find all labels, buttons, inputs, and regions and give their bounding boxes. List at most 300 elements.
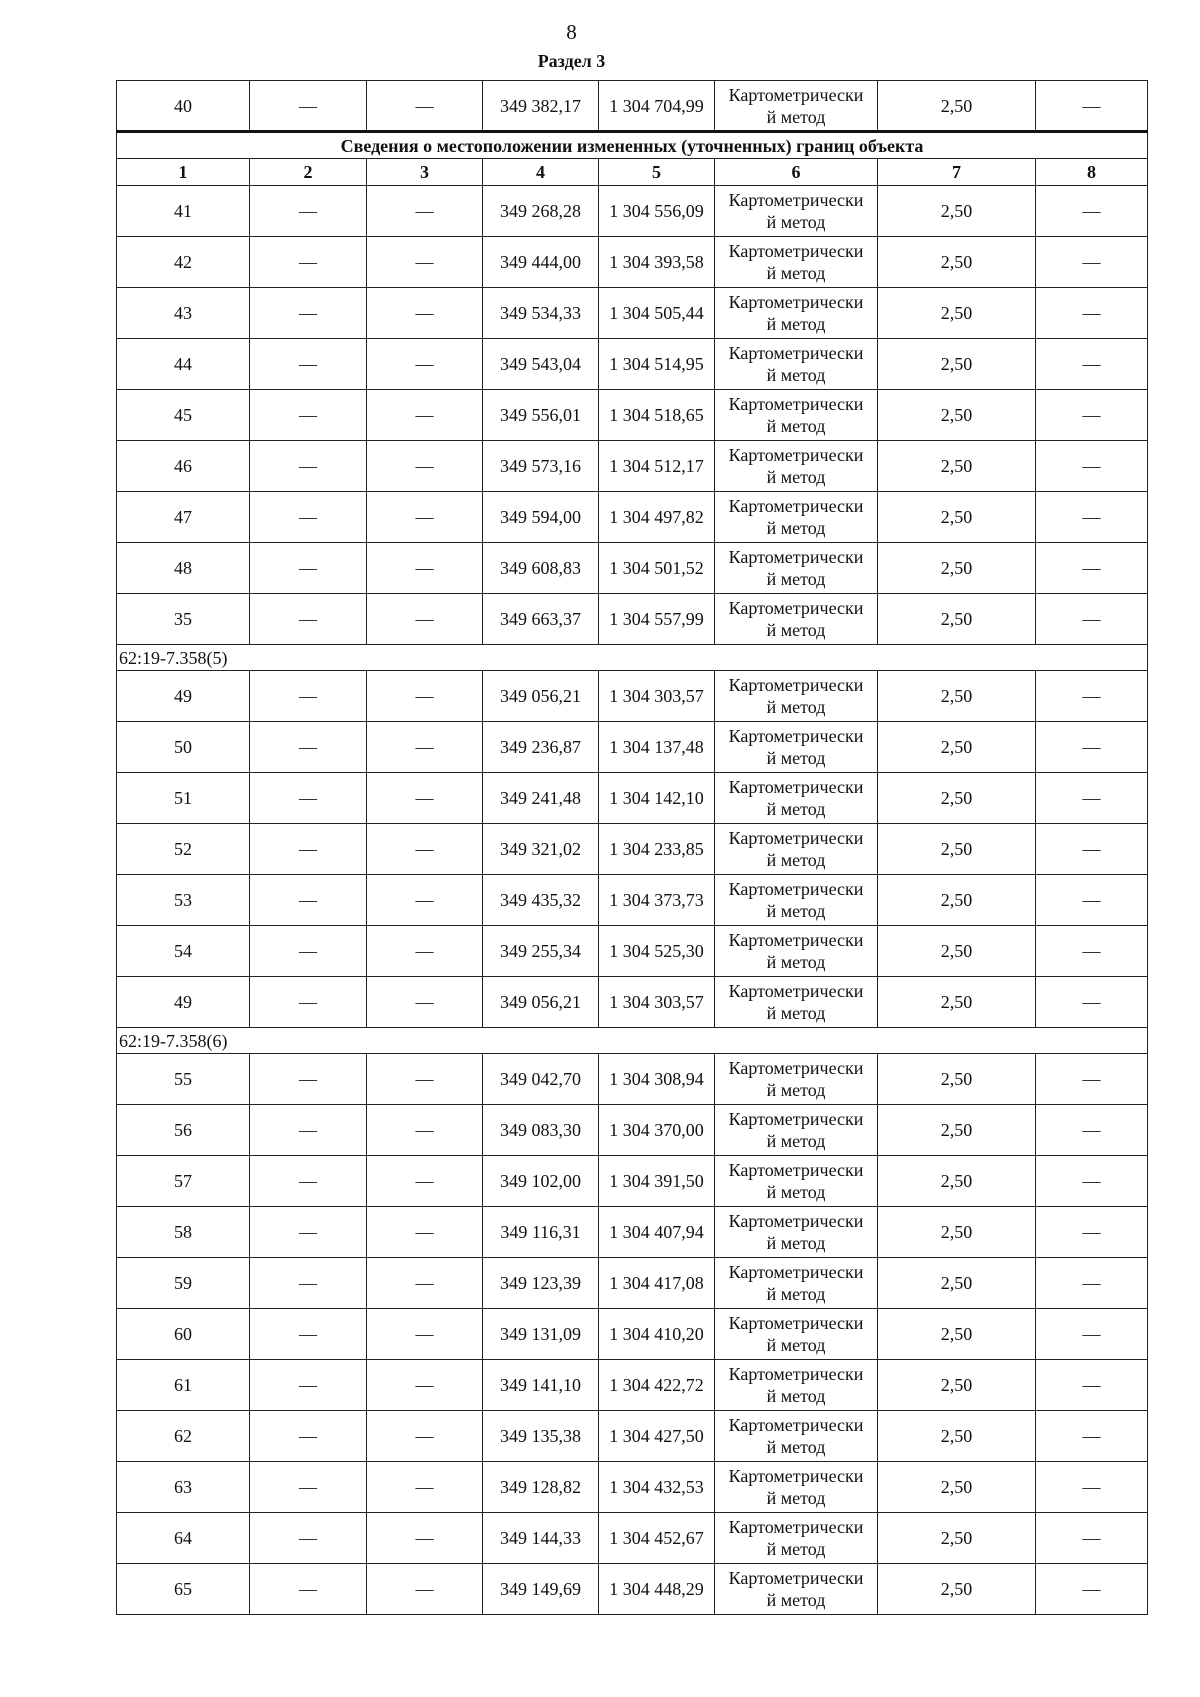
column-numbers-row [117,159,1148,186]
table-row [117,1156,1148,1207]
point-number-cell: 64 [117,1513,250,1564]
x-coordinate-cell: 349 144,33 [483,1513,599,1564]
table-row [117,441,1148,492]
dash-cell: — [367,594,483,645]
method-text-line-2: й метод [766,1488,826,1508]
accuracy-cell: 2,50 [878,1411,1036,1462]
method-text-line-2: й метод [766,212,826,232]
x-coordinate-cell: 349 534,33 [483,288,599,339]
dash-cell: — [367,1105,483,1156]
point-number-cell: 57 [117,1156,250,1207]
method-cell [715,492,878,543]
table-row [117,773,1148,824]
dash-cell: — [250,1564,367,1615]
method-text-line-2: й метод [766,106,826,127]
y-coordinate-cell: 1 304 233,85 [599,824,715,875]
method-cell [715,977,878,1028]
table-title-row [117,132,1148,159]
method-text-line-1: Картометрически [728,1211,864,1231]
point-number-cell: 46 [117,441,250,492]
x-coordinate-cell: 349 128,82 [483,1462,599,1513]
accuracy-cell: 2,50 [878,390,1036,441]
column-number-cell: 8 [1036,159,1148,186]
y-coordinate-cell: 1 304 308,94 [599,1054,715,1105]
method-text-line-1: Картометрически [728,1517,864,1537]
dash-cell: — [367,977,483,1028]
y-coordinate-cell: 1 304 556,09 [599,186,715,237]
point-number-cell: 41 [117,186,250,237]
method-cell [715,1156,878,1207]
method-text-line-2: й метод [766,620,826,640]
method-text-line-2: й метод [766,1335,826,1355]
dash-cell: — [1036,390,1148,441]
dash-cell: — [367,237,483,288]
column-number-cell: 6 [715,159,878,186]
method-cell [715,186,878,237]
dash-cell: — [367,1513,483,1564]
method-text-line-1: Картометрически [728,777,864,797]
dash-cell: — [367,186,483,237]
dash-cell: — [250,1411,367,1462]
table-row [117,1360,1148,1411]
dash-cell: — [250,339,367,390]
x-coordinate-cell: 349 268,28 [483,186,599,237]
method-text-line-2: й метод [766,314,826,334]
method-text-line-1: Картометрически [728,930,864,950]
method-text-line-2: й метод [766,263,826,283]
dash-cell: — [1036,1207,1148,1258]
x-coordinate-cell: 349 543,04 [483,339,599,390]
dash-cell: — [1036,1564,1148,1615]
point-number-cell: 51 [117,773,250,824]
x-coordinate-cell: 349 255,34 [483,926,599,977]
x-coordinate-cell: 349 131,09 [483,1309,599,1360]
page-number: 8 [566,20,577,44]
dash-cell: — [250,492,367,543]
point-number-cell: 59 [117,1258,250,1309]
y-coordinate-cell: 1 304 505,44 [599,288,715,339]
x-coordinate-cell: 349 141,10 [483,1360,599,1411]
group-label-row [117,645,1148,671]
method-text-line-1: Картометрически [728,1466,864,1486]
dash-cell: — [367,875,483,926]
dash-cell: — [250,543,367,594]
y-coordinate-cell: 1 304 410,20 [599,1309,715,1360]
dash-cell: — [1036,288,1148,339]
method-text-line-1: Картометрически [728,496,864,516]
point-number-cell: 42 [117,237,250,288]
point-number-cell: 63 [117,1462,250,1513]
point-number-cell: 58 [117,1207,250,1258]
table-row [117,1258,1148,1309]
y-coordinate-cell: 1 304 427,50 [599,1411,715,1462]
accuracy-cell: 2,50 [878,543,1036,594]
column-number-cell: 7 [878,159,1036,186]
dash-cell: — [367,1360,483,1411]
accuracy-cell: 2,50 [878,1309,1036,1360]
method-text-line-2: й метод [766,799,826,819]
table-row [117,186,1148,237]
dash-cell: — [1036,81,1148,132]
dash-cell: — [1036,237,1148,288]
table-row [117,288,1148,339]
point-number-cell: 35 [117,594,250,645]
accuracy-cell: 2,50 [878,1258,1036,1309]
y-coordinate-cell: 1 304 137,48 [599,722,715,773]
accuracy-cell: 2,50 [878,492,1036,543]
y-coordinate-cell: 1 304 407,94 [599,1207,715,1258]
dash-cell: — [250,977,367,1028]
method-text-line-1: Картометрически [728,879,864,899]
x-coordinate-cell: 349 149,69 [483,1564,599,1615]
dash-cell: — [1036,926,1148,977]
dash-cell: — [1036,722,1148,773]
accuracy-cell: 2,50 [878,237,1036,288]
accuracy-cell: 2,50 [878,671,1036,722]
dash-cell: — [250,1360,367,1411]
dash-cell: — [367,1207,483,1258]
method-text-line-2: й метод [766,467,826,487]
accuracy-cell: 2,50 [878,1156,1036,1207]
column-number-cell: 3 [367,159,483,186]
y-coordinate-cell: 1 304 512,17 [599,441,715,492]
dash-cell: — [367,1411,483,1462]
accuracy-cell: 2,50 [878,288,1036,339]
method-text-line-1: Картометрически [728,828,864,848]
dash-cell: — [1036,1360,1148,1411]
method-cell [715,1207,878,1258]
table-row [117,1054,1148,1105]
group-label-row [117,1028,1148,1054]
method-cell [715,1513,878,1564]
method-cell [715,875,878,926]
point-number-cell: 44 [117,339,250,390]
method-text-line-2: й метод [766,1182,826,1202]
method-text-line-2: й метод [766,901,826,921]
accuracy-cell: 2,50 [878,875,1036,926]
accuracy-cell: 2,50 [878,339,1036,390]
x-coordinate-cell: 349 594,00 [483,492,599,543]
dash-cell: — [1036,1258,1148,1309]
dash-cell: — [250,824,367,875]
point-number-cell: 52 [117,824,250,875]
x-coordinate-cell: 349 556,01 [483,390,599,441]
y-coordinate-cell: 1 304 432,53 [599,1462,715,1513]
method-text-line-2: й метод [766,1003,826,1023]
dash-cell: — [1036,1156,1148,1207]
dash-cell: — [367,1309,483,1360]
accuracy-cell: 2,50 [878,81,1036,132]
y-coordinate-cell: 1 304 501,52 [599,543,715,594]
accuracy-cell: 2,50 [878,186,1036,237]
method-text-line-1: Картометрически [728,84,864,105]
dash-cell: — [1036,339,1148,390]
accuracy-cell: 2,50 [878,773,1036,824]
point-number-cell: 47 [117,492,250,543]
method-text-line-2: й метод [766,365,826,385]
dash-cell: — [367,1258,483,1309]
dash-cell: — [1036,1462,1148,1513]
accuracy-cell: 2,50 [878,824,1036,875]
method-text-line-2: й метод [766,518,826,538]
column-number-cell: 1 [117,159,250,186]
method-text-line-2: й метод [766,850,826,870]
y-coordinate-cell: 1 304 393,58 [599,237,715,288]
method-text-line-1: Картометрически [728,1058,864,1078]
group-label: 62:19-7.358(5) [117,645,1148,671]
y-coordinate-cell: 1 304 557,99 [599,594,715,645]
table-row [117,1105,1148,1156]
point-number-cell: 55 [117,1054,250,1105]
point-number-cell: 49 [117,977,250,1028]
accuracy-cell: 2,50 [878,722,1036,773]
accuracy-cell: 2,50 [878,1564,1036,1615]
dash-cell: — [1036,1309,1148,1360]
x-coordinate-cell: 349 435,32 [483,875,599,926]
x-coordinate-cell: 349 123,39 [483,1258,599,1309]
method-text-line-1: Картометрически [728,726,864,746]
point-number-cell: 40 [117,81,250,132]
method-text-line-1: Картометрически [728,394,864,414]
accuracy-cell: 2,50 [878,1513,1036,1564]
y-coordinate-cell: 1 304 518,65 [599,390,715,441]
dash-cell: — [1036,543,1148,594]
dash-cell: — [250,1207,367,1258]
column-number-cell: 2 [250,159,367,186]
dash-cell: — [1036,492,1148,543]
method-text-line-2: й метод [766,1284,826,1304]
dash-cell: — [1036,773,1148,824]
method-text-line-1: Картометрически [728,1364,864,1384]
method-cell [715,671,878,722]
table-row [117,1207,1148,1258]
dash-cell: — [250,1513,367,1564]
dash-cell: — [1036,977,1148,1028]
dash-cell: — [250,1105,367,1156]
x-coordinate-cell: 349 116,31 [483,1207,599,1258]
method-cell [715,722,878,773]
x-coordinate-cell: 349 241,48 [483,773,599,824]
dash-cell: — [1036,441,1148,492]
y-coordinate-cell: 1 304 422,72 [599,1360,715,1411]
dash-cell: — [1036,1513,1148,1564]
method-cell [715,1105,878,1156]
dash-cell: — [367,926,483,977]
dash-cell: — [367,1156,483,1207]
accuracy-cell: 2,50 [878,1360,1036,1411]
point-number-cell: 61 [117,1360,250,1411]
dash-cell: — [250,1258,367,1309]
dash-cell: — [250,671,367,722]
table-row [117,926,1148,977]
method-cell [715,1258,878,1309]
dash-cell: — [250,186,367,237]
method-text-line-1: Картометрически [728,1160,864,1180]
accuracy-cell: 2,50 [878,1207,1036,1258]
point-number-cell: 65 [117,1564,250,1615]
method-text-line-2: й метод [766,1386,826,1406]
method-text-line-1: Картометрически [728,981,864,1001]
dash-cell: — [1036,594,1148,645]
y-coordinate-cell: 1 304 514,95 [599,339,715,390]
dash-cell: — [367,441,483,492]
method-cell [715,926,878,977]
method-text-line-1: Картометрически [728,190,864,210]
x-coordinate-cell: 349 573,16 [483,441,599,492]
table-row [117,543,1148,594]
method-cell [715,441,878,492]
y-coordinate-cell: 1 304 142,10 [599,773,715,824]
method-text-line-1: Картометрически [728,1415,864,1435]
dash-cell: — [367,722,483,773]
table-body [117,81,1148,1615]
method-text-line-1: Картометрически [728,598,864,618]
dash-cell: — [250,81,367,132]
x-coordinate-cell: 349 321,02 [483,824,599,875]
dash-cell: — [1036,1054,1148,1105]
table-row [117,1564,1148,1615]
x-coordinate-cell: 349 083,30 [483,1105,599,1156]
table-row [117,390,1148,441]
method-text-line-2: й метод [766,1080,826,1100]
table-row [117,1309,1148,1360]
dash-cell: — [250,875,367,926]
method-text-line-1: Картометрически [728,547,864,567]
point-number-cell: 48 [117,543,250,594]
point-number-cell: 50 [117,722,250,773]
point-number-cell: 56 [117,1105,250,1156]
method-text-line-1: Картометрически [728,1313,864,1333]
method-cell [715,543,878,594]
y-coordinate-cell: 1 304 448,29 [599,1564,715,1615]
x-coordinate-cell: 349 236,87 [483,722,599,773]
method-text-line-1: Картометрически [728,292,864,312]
y-coordinate-cell: 1 304 303,57 [599,977,715,1028]
table-row [117,1411,1148,1462]
table-row [117,492,1148,543]
x-coordinate-cell: 349 444,00 [483,237,599,288]
method-text-line-1: Картометрически [728,241,864,261]
dash-cell: — [1036,1105,1148,1156]
method-cell [715,824,878,875]
table-row [117,237,1148,288]
method-cell [715,288,878,339]
y-coordinate-cell: 1 304 370,00 [599,1105,715,1156]
method-cell [715,1054,878,1105]
table-row [117,1513,1148,1564]
method-cell [715,594,878,645]
dash-cell: — [367,824,483,875]
table-row [117,671,1148,722]
dash-cell: — [367,1564,483,1615]
point-number-cell: 43 [117,288,250,339]
x-coordinate-cell: 349 056,21 [483,671,599,722]
accuracy-cell: 2,50 [878,594,1036,645]
table-row [117,722,1148,773]
dash-cell: — [250,390,367,441]
method-text-line-2: й метод [766,416,826,436]
accuracy-cell: 2,50 [878,1105,1036,1156]
dash-cell: — [367,492,483,543]
column-number-cell: 5 [599,159,715,186]
method-text-line-2: й метод [766,1131,826,1151]
dash-cell: — [367,1054,483,1105]
dash-cell: — [250,237,367,288]
dash-cell: — [367,1462,483,1513]
method-text-line-2: й метод [766,697,826,717]
method-text-line-2: й метод [766,952,826,972]
point-number-cell: 62 [117,1411,250,1462]
dash-cell: — [367,390,483,441]
x-coordinate-cell: 349 382,17 [483,81,599,132]
dash-cell: — [250,1054,367,1105]
dash-cell: — [367,81,483,132]
dash-cell: — [250,441,367,492]
point-number-cell: 54 [117,926,250,977]
table-row [117,875,1148,926]
dash-cell: — [367,339,483,390]
method-text-line-2: й метод [766,1539,826,1559]
dash-cell: — [250,926,367,977]
table-row [117,977,1148,1028]
point-number-cell: 60 [117,1309,250,1360]
y-coordinate-cell: 1 304 303,57 [599,671,715,722]
table-row [117,339,1148,390]
dash-cell: — [1036,875,1148,926]
table-title: Сведения о местоположении измененных (уточненных) границ объекта [117,132,1148,159]
dash-cell: — [250,773,367,824]
y-coordinate-cell: 1 304 497,82 [599,492,715,543]
dash-cell: — [367,773,483,824]
method-cell [715,773,878,824]
coordinates-table [116,80,1148,1615]
method-cell [715,1564,878,1615]
dash-cell: — [250,1462,367,1513]
accuracy-cell: 2,50 [878,977,1036,1028]
x-coordinate-cell: 349 056,21 [483,977,599,1028]
dash-cell: — [250,1156,367,1207]
method-text-line-1: Картометрически [728,1109,864,1129]
dash-cell: — [367,543,483,594]
method-text-line-1: Картометрически [728,445,864,465]
table-row [117,824,1148,875]
point-number-cell: 53 [117,875,250,926]
y-coordinate-cell: 1 304 525,30 [599,926,715,977]
method-text-line-1: Картометрически [728,343,864,363]
accuracy-cell: 2,50 [878,926,1036,977]
y-coordinate-cell: 1 304 452,67 [599,1513,715,1564]
dash-cell: — [367,288,483,339]
x-coordinate-cell: 349 102,00 [483,1156,599,1207]
y-coordinate-cell: 1 304 391,50 [599,1156,715,1207]
method-text-line-1: Картометрически [728,1262,864,1282]
accuracy-cell: 2,50 [878,1054,1036,1105]
method-text-line-1: Картометрически [728,1568,864,1588]
x-coordinate-cell: 349 135,38 [483,1411,599,1462]
y-coordinate-cell: 1 304 417,08 [599,1258,715,1309]
method-text-line-2: й метод [766,1233,826,1253]
y-coordinate-cell: 1 304 373,73 [599,875,715,926]
method-text-line-2: й метод [766,1590,826,1610]
accuracy-cell: 2,50 [878,1462,1036,1513]
section-title: Раздел 3 [537,51,606,71]
method-cell [715,1411,878,1462]
dash-cell: — [1036,186,1148,237]
method-text-line-2: й метод [766,748,826,768]
table-row [117,81,1148,132]
method-text-line-2: й метод [766,1437,826,1457]
dash-cell: — [1036,824,1148,875]
